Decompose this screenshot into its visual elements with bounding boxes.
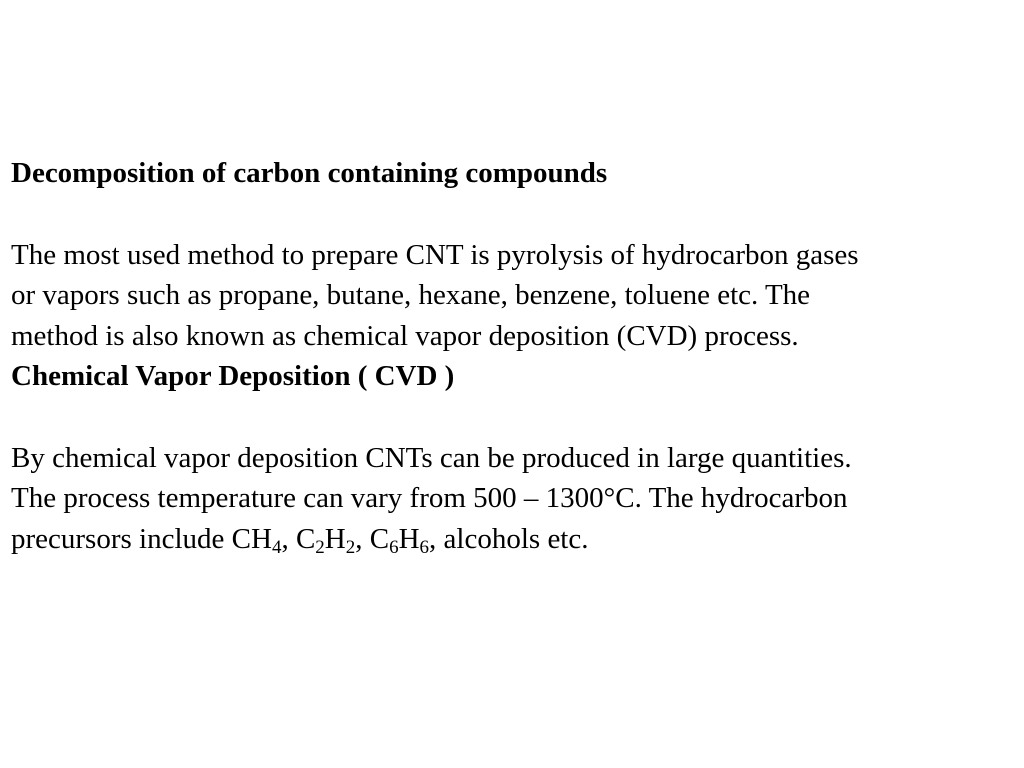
formula-c2h2-carbon-subscript: 2 (315, 536, 325, 558)
formula-ch4-base: CH (231, 522, 272, 555)
paragraph-1-line-2: or vapors such as propane, butane, hexane, benzene, toluene etc. The (11, 279, 811, 311)
formula-c6h6-hydrogen-subscript: 6 (419, 536, 430, 558)
paragraph-1-line-3: method is also known as chemical vapor deposition (CVD) process. (11, 319, 799, 352)
formula-ch4 (231, 522, 282, 558)
spacer (11, 397, 1016, 438)
formula-c6h6 (369, 522, 430, 558)
formula-ch4-subscript: 4 (271, 536, 282, 558)
slide-subheading: Chemical Vapor Deposition ( CVD ) (11, 360, 455, 392)
paragraph-2-line-1: By chemical vapor deposition CNTs can be produced in large quantities. (11, 441, 852, 474)
separator: , (281, 522, 296, 555)
precursors-suffix: , alcohols etc. (429, 522, 589, 555)
formula-c6h6-carbon-subscript: 6 (389, 536, 399, 558)
formula-c2h2-carbon: C (295, 522, 316, 555)
formula-c6h6-carbon: C (369, 522, 390, 555)
slide-body (11, 153, 1016, 559)
spacer (11, 194, 1016, 235)
formula-c2h2-hydrogen-subscript: 2 (345, 536, 356, 558)
separator: , (355, 522, 370, 555)
formula-c2h2 (295, 522, 356, 558)
precursors-prefix: precursors include (11, 522, 232, 555)
slide-heading: Decomposition of carbon containing compounds (11, 157, 608, 189)
paragraph-1-line-1: The most used method to prepare CNT is pyrolysis of hydrocarbon gases (11, 238, 859, 271)
paragraph-2-line-3 (11, 519, 1016, 560)
formula-c2h2-hydrogen: H (324, 522, 346, 555)
formula-c6h6-hydrogen: H (398, 522, 420, 555)
paragraph-2-line-2: The process temperature can vary from 500 – 1300°C. The hydrocarbon (11, 482, 848, 514)
